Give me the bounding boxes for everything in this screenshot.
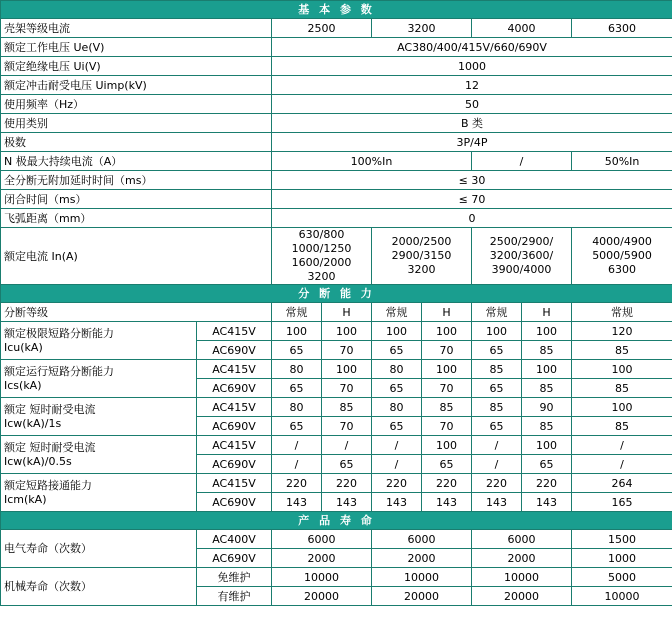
mech-maint-4: 10000 [572, 587, 672, 606]
value-rated-current-3: 2500/2900/ 3200/3600/ 3900/4000 [472, 228, 572, 285]
ics-690-4: 70 [422, 379, 472, 398]
icm-690-3: 143 [372, 493, 422, 512]
frame-value-3: 4000 [472, 19, 572, 38]
value-rated-current-2: 2000/2500 2900/3150 3200 [372, 228, 472, 285]
row-rated-insulation-voltage [1, 57, 672, 76]
row-poles [1, 133, 672, 152]
value-arc-distance: 0 [272, 209, 672, 228]
label-ics: 额定运行短路分断能力 Ics(kA) [1, 360, 197, 398]
elec-690-3: 2000 [472, 549, 572, 568]
mech-type-maintenance-free: 免维护 [197, 568, 272, 587]
icw1s-voltage-415: AC415V [197, 398, 272, 417]
value-rated-insulation-voltage: 1000 [272, 57, 672, 76]
elec-voltage-400: AC400V [197, 530, 272, 549]
value-frequency: 50 [272, 95, 672, 114]
mech-maint-1: 20000 [272, 587, 372, 606]
mech-free-1: 10000 [272, 568, 372, 587]
row-icu-415 [1, 322, 672, 341]
icw1s-690-2: 70 [322, 417, 372, 436]
mech-maint-2: 20000 [372, 587, 472, 606]
row-icm-415 [1, 474, 672, 493]
icw05s-690-3: / [372, 455, 422, 474]
frame-value-2: 3200 [372, 19, 472, 38]
ics-415-6: 100 [522, 360, 572, 379]
icw05s-690-2: 65 [322, 455, 372, 474]
value-closing-time: ≤ 70 [272, 190, 672, 209]
label-arc-distance: 飞弧距离（mm） [1, 209, 272, 228]
grade-1: 常规 [272, 303, 322, 322]
icu-690-2: 70 [322, 341, 372, 360]
icw05s-415-7: / [572, 436, 672, 455]
icu-690-3: 65 [372, 341, 422, 360]
row-n-pole-current [1, 152, 672, 171]
grade-5: 常规 [472, 303, 522, 322]
icu-690-5: 65 [472, 341, 522, 360]
icw1s-690-6: 85 [522, 417, 572, 436]
icu-voltage-690: AC690V [197, 341, 272, 360]
icm-415-5: 220 [472, 474, 522, 493]
icw1s-690-3: 65 [372, 417, 422, 436]
ics-690-6: 85 [522, 379, 572, 398]
section-header-breaking [1, 285, 672, 303]
icu-415-1: 100 [272, 322, 322, 341]
icw05s-voltage-415: AC415V [197, 436, 272, 455]
icm-415-6: 220 [522, 474, 572, 493]
ics-690-5: 65 [472, 379, 522, 398]
ics-690-2: 70 [322, 379, 372, 398]
icw1s-415-3: 80 [372, 398, 422, 417]
label-rated-insulation-voltage: 额定绝缘电压 Ui(V) [1, 57, 272, 76]
icm-415-3: 220 [372, 474, 422, 493]
mech-type-maintained: 有维护 [197, 587, 272, 606]
icm-690-1: 143 [272, 493, 322, 512]
label-rated-current: 额定电流 In(A) [1, 228, 272, 285]
row-frame-rating [1, 19, 672, 38]
value-total-break-time: ≤ 30 [272, 171, 672, 190]
icu-415-3: 100 [372, 322, 422, 341]
icu-415-6: 100 [522, 322, 572, 341]
value-rated-current-4: 4000/4900 5000/5900 6300 [572, 228, 672, 285]
icw1s-voltage-690: AC690V [197, 417, 272, 436]
elec-400-4: 1500 [572, 530, 672, 549]
icw05s-690-4: 65 [422, 455, 472, 474]
icu-415-5: 100 [472, 322, 522, 341]
icw1s-690-7: 85 [572, 417, 672, 436]
icm-690-6: 143 [522, 493, 572, 512]
icu-690-6: 85 [522, 341, 572, 360]
section-header-life [1, 512, 672, 530]
icw05s-690-1: / [272, 455, 322, 474]
label-frame-rating: 壳架等级电流 [1, 19, 272, 38]
icw05s-voltage-690: AC690V [197, 455, 272, 474]
icu-690-7: 85 [572, 341, 672, 360]
icw05s-415-6: 100 [522, 436, 572, 455]
icm-415-2: 220 [322, 474, 372, 493]
icw1s-415-6: 90 [522, 398, 572, 417]
row-rated-working-voltage [1, 38, 672, 57]
elec-400-1: 6000 [272, 530, 372, 549]
grade-7: 常规 [572, 303, 672, 322]
label-closing-time: 闭合时间（ms） [1, 190, 272, 209]
icu-415-4: 100 [422, 322, 472, 341]
icu-690-4: 70 [422, 341, 472, 360]
value-utilization-category: B 类 [272, 114, 672, 133]
icu-690-1: 65 [272, 341, 322, 360]
label-icm: 额定短路接通能力 Icm(kA) [1, 474, 197, 512]
ics-690-7: 85 [572, 379, 672, 398]
label-icu: 额定极限短路分断能力 Icu(kA) [1, 322, 197, 360]
icu-415-7: 120 [572, 322, 672, 341]
icw1s-690-4: 70 [422, 417, 472, 436]
icw05s-690-7: / [572, 455, 672, 474]
icu-415-2: 100 [322, 322, 372, 341]
icm-voltage-690: AC690V [197, 493, 272, 512]
icw05s-690-6: 65 [522, 455, 572, 474]
icm-690-7: 165 [572, 493, 672, 512]
row-icw1s-415 [1, 398, 672, 417]
icm-690-2: 143 [322, 493, 372, 512]
ics-voltage-690: AC690V [197, 379, 272, 398]
grade-6: H [522, 303, 572, 322]
ics-690-1: 65 [272, 379, 322, 398]
grade-3: 常规 [372, 303, 422, 322]
icw1s-415-5: 85 [472, 398, 522, 417]
ics-415-2: 100 [322, 360, 372, 379]
frame-value-1: 2500 [272, 19, 372, 38]
elec-voltage-690: AC690V [197, 549, 272, 568]
elec-400-3: 6000 [472, 530, 572, 549]
mech-free-3: 10000 [472, 568, 572, 587]
label-icw-05s: 额定 短时耐受电流 Icw(kA)/0.5s [1, 436, 197, 474]
grade-4: H [422, 303, 472, 322]
row-arc-distance [1, 209, 672, 228]
ics-690-3: 65 [372, 379, 422, 398]
elec-690-2: 2000 [372, 549, 472, 568]
icw05s-415-2: / [322, 436, 372, 455]
elec-690-1: 2000 [272, 549, 372, 568]
value-rated-working-voltage: AC380/400/415V/660/690V [272, 38, 672, 57]
label-poles: 极数 [1, 133, 272, 152]
label-frequency: 使用频率（Hz） [1, 95, 272, 114]
row-frequency [1, 95, 672, 114]
elec-690-4: 1000 [572, 549, 672, 568]
section-title-basic: 基 本 参 数 [1, 1, 672, 19]
value-n-pole-1: 100%In [272, 152, 472, 171]
mech-maint-3: 20000 [472, 587, 572, 606]
icm-415-7: 264 [572, 474, 672, 493]
label-icw-1s: 额定 短时耐受电流 Icw(kA)/1s [1, 398, 197, 436]
label-electrical-life: 电气寿命（次数） [1, 530, 197, 568]
icw1s-415-1: 80 [272, 398, 322, 417]
icw1s-415-7: 100 [572, 398, 672, 417]
icw05s-415-5: / [472, 436, 522, 455]
label-n-pole-current: N 极最大持续电流（A） [1, 152, 272, 171]
icm-415-4: 220 [422, 474, 472, 493]
ics-voltage-415: AC415V [197, 360, 272, 379]
value-rated-current-1: 630/800 1000/1250 1600/2000 3200 [272, 228, 372, 285]
row-ics-415 [1, 360, 672, 379]
section-title-breaking: 分 断 能 力 [1, 285, 672, 303]
label-total-break-time: 全分断无附加延时时间（ms） [1, 171, 272, 190]
label-rated-working-voltage: 额定工作电压 Ue(V) [1, 38, 272, 57]
row-total-break-time [1, 171, 672, 190]
grade-2: H [322, 303, 372, 322]
ics-415-4: 100 [422, 360, 472, 379]
section-title-life: 产 品 寿 命 [1, 512, 672, 530]
icw05s-690-5: / [472, 455, 522, 474]
value-impulse-voltage: 12 [272, 76, 672, 95]
row-utilization-category [1, 114, 672, 133]
ics-415-5: 85 [472, 360, 522, 379]
elec-400-2: 6000 [372, 530, 472, 549]
value-n-pole-3: 50%In [572, 152, 672, 171]
label-impulse-voltage: 额定冲击耐受电压 Uimp(kV) [1, 76, 272, 95]
section-header-basic [1, 1, 672, 19]
icm-415-1: 220 [272, 474, 322, 493]
icw1s-690-5: 65 [472, 417, 522, 436]
row-electrical-life-400 [1, 530, 672, 549]
icm-voltage-415: AC415V [197, 474, 272, 493]
row-breaking-grade [1, 303, 672, 322]
icm-690-4: 143 [422, 493, 472, 512]
mech-free-4: 5000 [572, 568, 672, 587]
icw05s-415-3: / [372, 436, 422, 455]
row-icw05s-415 [1, 436, 672, 455]
icu-voltage-415: AC415V [197, 322, 272, 341]
ics-415-7: 100 [572, 360, 672, 379]
row-rated-current [1, 228, 672, 285]
label-breaking-grade: 分断等级 [1, 303, 272, 322]
ics-415-3: 80 [372, 360, 422, 379]
icm-690-5: 143 [472, 493, 522, 512]
value-n-pole-2: / [472, 152, 572, 171]
icw05s-415-1: / [272, 436, 322, 455]
frame-value-4: 6300 [572, 19, 672, 38]
label-utilization-category: 使用类别 [1, 114, 272, 133]
mech-free-2: 10000 [372, 568, 472, 587]
icw1s-415-2: 85 [322, 398, 372, 417]
row-mechanical-life-maintfree [1, 568, 672, 587]
icw1s-415-4: 85 [422, 398, 472, 417]
value-poles: 3P/4P [272, 133, 672, 152]
icw05s-415-4: 100 [422, 436, 472, 455]
row-impulse-voltage [1, 76, 672, 95]
label-mechanical-life: 机械寿命（次数） [1, 568, 197, 606]
icw1s-690-1: 65 [272, 417, 322, 436]
ics-415-1: 80 [272, 360, 322, 379]
row-closing-time [1, 190, 672, 209]
